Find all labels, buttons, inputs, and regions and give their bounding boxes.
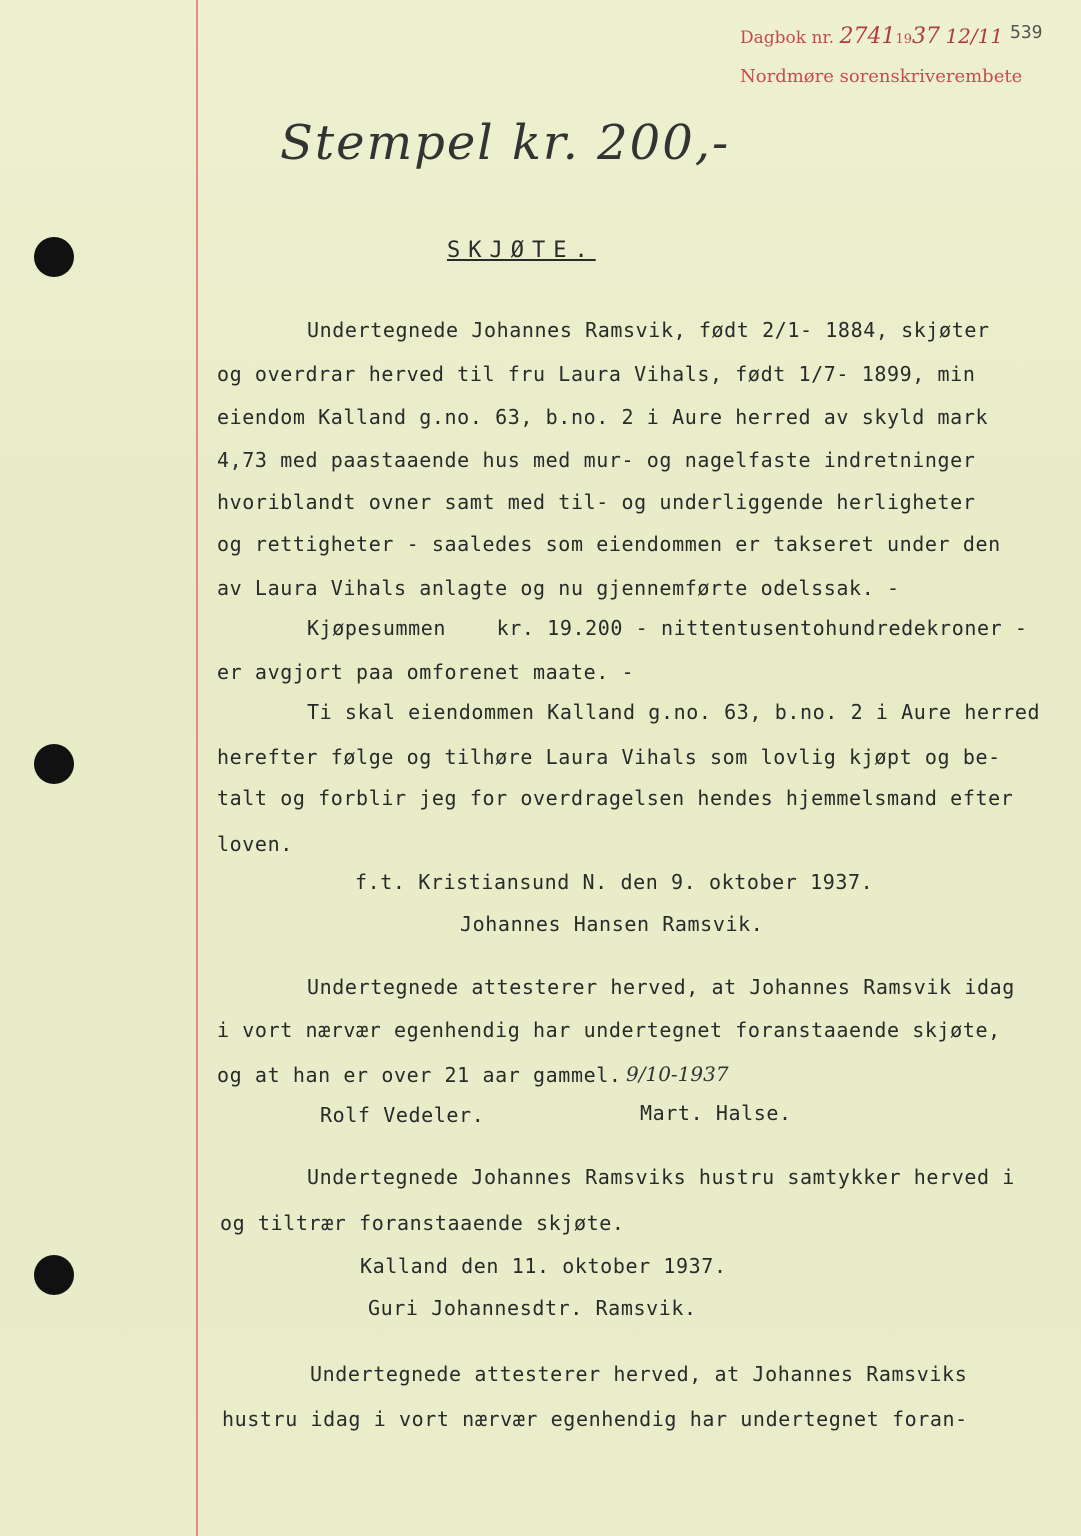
dagbok-date: 12/11 xyxy=(945,24,1004,48)
punch-hole xyxy=(34,744,74,784)
text-line: i vort nærvær egenhendig har undertegnet foranstaaende skjøte, xyxy=(217,1018,1001,1042)
text-line: og rettigheter - saaledes som eiendommen er takseret under den xyxy=(217,532,1001,556)
document-title: SKJØTE. xyxy=(447,238,596,263)
page-number: 539 xyxy=(1010,22,1043,43)
text-line: er avgjort paa omforenet maate. - xyxy=(217,660,635,684)
place-date-line: f.t. Kristiansund N. den 9. oktober 1937. xyxy=(355,870,874,894)
text-line: og overdrar herved til fru Laura Vihals, født 1/7- 1899, min xyxy=(217,362,976,386)
dagbok-label: Dagbok nr. xyxy=(740,28,835,48)
year-suffix: 37 xyxy=(912,24,941,49)
text-line: og at han er over 21 aar gammel. xyxy=(217,1063,622,1087)
margin-line xyxy=(196,0,198,1536)
signature-line: Johannes Hansen Ramsvik. xyxy=(460,912,764,936)
text-line: loven. xyxy=(217,832,293,856)
text-line: og tiltrær foranstaaende skjøte. xyxy=(220,1211,625,1235)
handwritten-date: 9/10-1937 xyxy=(626,1062,729,1086)
text-line: hustru idag i vort nærvær egenhendig har undertegnet foran- xyxy=(222,1407,968,1431)
text-line: hvoriblandt ovner samt med til- og underliggende herligheter xyxy=(217,490,976,514)
office-stamp: Nordmøre sorenskriverembete xyxy=(740,66,1023,87)
text-line: Ti skal eiendommen Kalland g.no. 63, b.no. 2 i Aure herred xyxy=(307,700,1041,724)
text-line: av Laura Vihals anlagte og nu gjennemførte odelssak. - xyxy=(217,576,900,600)
punch-hole xyxy=(34,1255,74,1295)
text-line: eiendom Kalland g.no. 63, b.no. 2 i Aure herred av skyld mark xyxy=(217,405,989,429)
text-line: Undertegnede attesterer herved, at Johannes Ramsviks xyxy=(310,1362,968,1386)
witness-signature: Mart. Halse. xyxy=(640,1101,792,1125)
place-date-line: Kalland den 11. oktober 1937. xyxy=(360,1254,727,1278)
punch-hole xyxy=(34,237,74,277)
text-line: Undertegnede attesterer herved, at Johannes Ramsvik idag xyxy=(307,975,1015,999)
text-line: 4,73 med paastaaende hus med mur- og nagelfaste indretninger xyxy=(217,448,976,472)
year-prefix: 19 xyxy=(895,32,913,47)
dagbok-number: 2741 xyxy=(839,24,896,49)
signature-line: Guri Johannesdtr. Ramsvik. xyxy=(368,1296,697,1320)
text-line: talt og forblir jeg for overdragelsen hendes hjemmelsmand efter xyxy=(217,786,1014,810)
witness-signature: Rolf Vedeler. xyxy=(320,1103,485,1127)
text-line: herefter følge og tilhøre Laura Vihals som lovlig kjøpt og be- xyxy=(217,745,1001,769)
text-line: Undertegnede Johannes Ramsvik, født 2/1- 1884, skjøter xyxy=(307,318,990,342)
text-line: Kjøpesummen kr. 19.200 - nittentusentohundredekroner - xyxy=(307,616,1028,640)
dagbok-stamp xyxy=(740,24,1003,49)
handwritten-fee: Stempel kr. 200,- xyxy=(280,115,731,171)
text-line: Undertegnede Johannes Ramsviks hustru samtykker herved i xyxy=(307,1165,1015,1189)
